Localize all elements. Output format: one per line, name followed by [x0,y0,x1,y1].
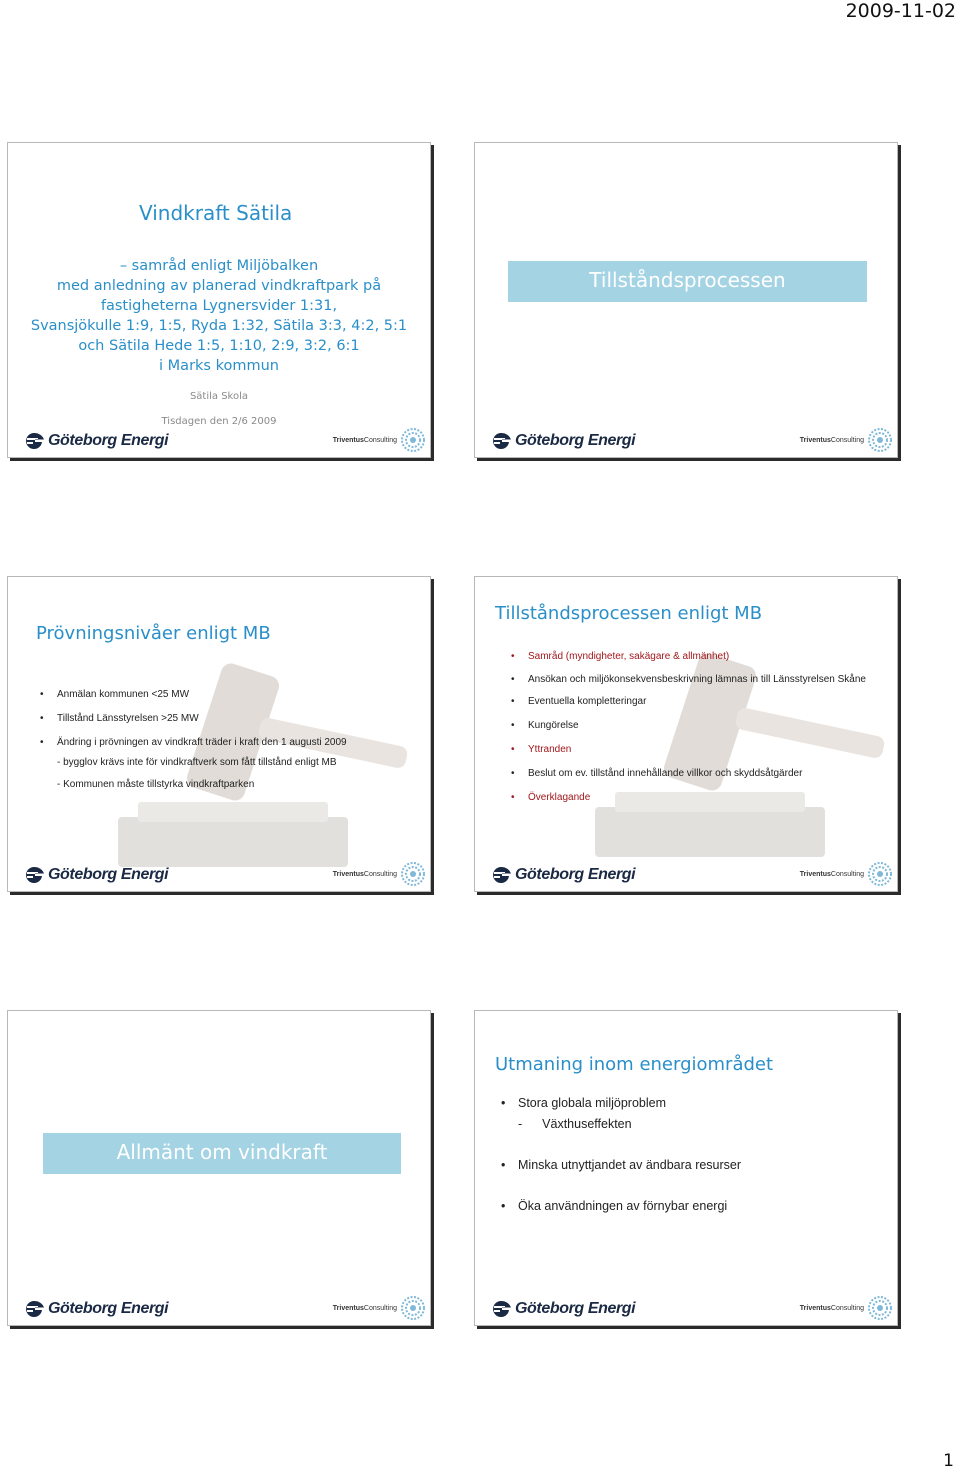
globe-icon [867,1295,893,1321]
triventus-wordmark: Triventus [332,1304,364,1312]
goteborg-energi-wordmark: Göteborg Energi [515,866,636,883]
list-item: • Eventuella kompletteringar [511,690,886,714]
triventus-wordmark: Triventus [332,436,364,444]
slide-footer [475,855,897,891]
triventus-wordmark: Triventus [799,436,831,444]
goteborg-energi-wordmark: Göteborg Energi [48,866,169,883]
consulting-wordmark: Consulting [363,1304,397,1312]
goteborg-energi-icon [490,866,512,884]
slide-footer [8,855,430,891]
section-banner: Tillståndsprocessen [508,261,867,302]
consulting-wordmark: Consulting [830,436,864,444]
slide-footer [8,1289,430,1325]
globe-icon [400,1295,426,1321]
list-item: • Yttranden [511,738,886,762]
slide-3-heading: Prövningsnivåer enligt MB [36,623,271,644]
goteborg-energi-logo [490,1300,635,1318]
slide-2-section [474,142,898,458]
slide-6-utmaning [474,1010,898,1326]
list-item: • Tillstånd Länsstyrelsen >25 MW [40,707,347,731]
goteborg-energi-wordmark: Göteborg Energi [48,432,169,449]
consulting-wordmark: Consulting [830,1304,864,1312]
goteborg-energi-logo [23,866,168,884]
slide-footer [475,421,897,457]
triventus-wordmark: Triventus [799,870,831,878]
triventus-logo [333,861,426,887]
slide-1-date: Tisdagen den 2/6 2009 [161,416,277,427]
bullet-list [501,1093,741,1217]
list-item: • Minska utnyttjandet av ändbara resurser [501,1155,741,1176]
slide-1-title [7,142,431,458]
slide-6-heading: Utmaning inom energiområdet [495,1054,774,1075]
list-subitem: - Kommunen måste tillstyrka vindkraftparken [57,779,255,790]
globe-icon [400,861,426,887]
list-item: • Beslut om ev. tillstånd innehållande villkor och skyddsåtgärder [511,762,886,786]
slide-1-venue: Sätila Skola [189,391,249,402]
list-item: • Överklagande [511,786,886,810]
slide-3-provningsnivaer [7,576,431,892]
subtitle-line: fastigheterna Lygnersvider 1:31, [100,298,338,314]
triventus-logo [333,427,426,453]
goteborg-energi-logo [490,866,635,884]
triventus-logo [333,1295,426,1321]
goteborg-energi-logo [23,1300,168,1318]
goteborg-energi-icon [23,866,45,884]
list-item: • Stora globala miljöproblem [501,1093,741,1114]
list-item: • Anmälan kommunen <25 MW [40,683,347,707]
list-item: • Samråd (myndigheter, sakägare & allmänhet) [511,645,886,669]
list-subitem: - Växthuseffekten [518,1117,632,1131]
goteborg-energi-wordmark: Göteborg Energi [515,432,636,449]
triventus-wordmark: Triventus [332,870,364,878]
slide-4-tillstandsprocessen [474,576,898,892]
bullet-list [511,645,886,810]
page-date: 2009-11-02 [845,0,956,22]
subtitle-line: med anledning av planerad vindkraftpark på [56,278,382,294]
slide-footer [475,1289,897,1325]
triventus-logo [800,427,893,453]
globe-icon [867,427,893,453]
list-item: • Öka användningen av förnybar energi [501,1196,741,1217]
goteborg-energi-logo [490,432,635,450]
goteborg-energi-wordmark: Göteborg Energi [515,1300,636,1317]
list-item: • Ansökan och miljökonsekvensbeskrivning lämnas in till Länsstyrelsen Skåne [511,669,886,690]
globe-icon [400,427,426,453]
list-item: • Kungörelse [511,714,886,738]
subtitle-line: i Marks kommun [159,358,279,374]
section-banner: Allmänt om vindkraft [43,1133,401,1174]
triventus-logo [800,1295,893,1321]
subtitle-line: Svansjökulle 1:9, 1:5, Ryda 1:32, Sätila 3:3, 4:2, 5:1 [30,318,408,334]
slide-4-heading: Tillståndsprocessen enligt MB [495,603,763,624]
triventus-wordmark: Triventus [799,1304,831,1312]
list-item: • Ändring i prövningen av vindkraft träder i kraft den 1 augusti 2009 [40,731,347,755]
globe-icon [867,861,893,887]
slide-5-section [7,1010,431,1326]
goteborg-energi-icon [23,1300,45,1318]
consulting-wordmark: Consulting [363,870,397,878]
subtitle-line: – samråd enligt Miljöbalken [119,258,319,274]
goteborg-energi-wordmark: Göteborg Energi [48,1300,169,1317]
goteborg-energi-logo [23,432,168,450]
consulting-wordmark: Consulting [363,436,397,444]
bullet-list [40,683,347,755]
slide-1-heading: Vindkraft Sätila [139,201,293,225]
triventus-logo [800,861,893,887]
slide-footer [8,421,430,457]
consulting-wordmark: Consulting [830,870,864,878]
goteborg-energi-icon [490,432,512,450]
goteborg-energi-icon [490,1300,512,1318]
subtitle-line: och Sätila Hede 1:5, 1:10, 2:9, 3:2, 6:1 [78,338,360,354]
page-number: 1 [943,1451,954,1471]
slide-1-subtitle [8,256,430,376]
list-subitem: - bygglov krävs inte för vindkraftverk som fått tillstånd enligt MB [57,757,337,768]
goteborg-energi-icon [23,432,45,450]
